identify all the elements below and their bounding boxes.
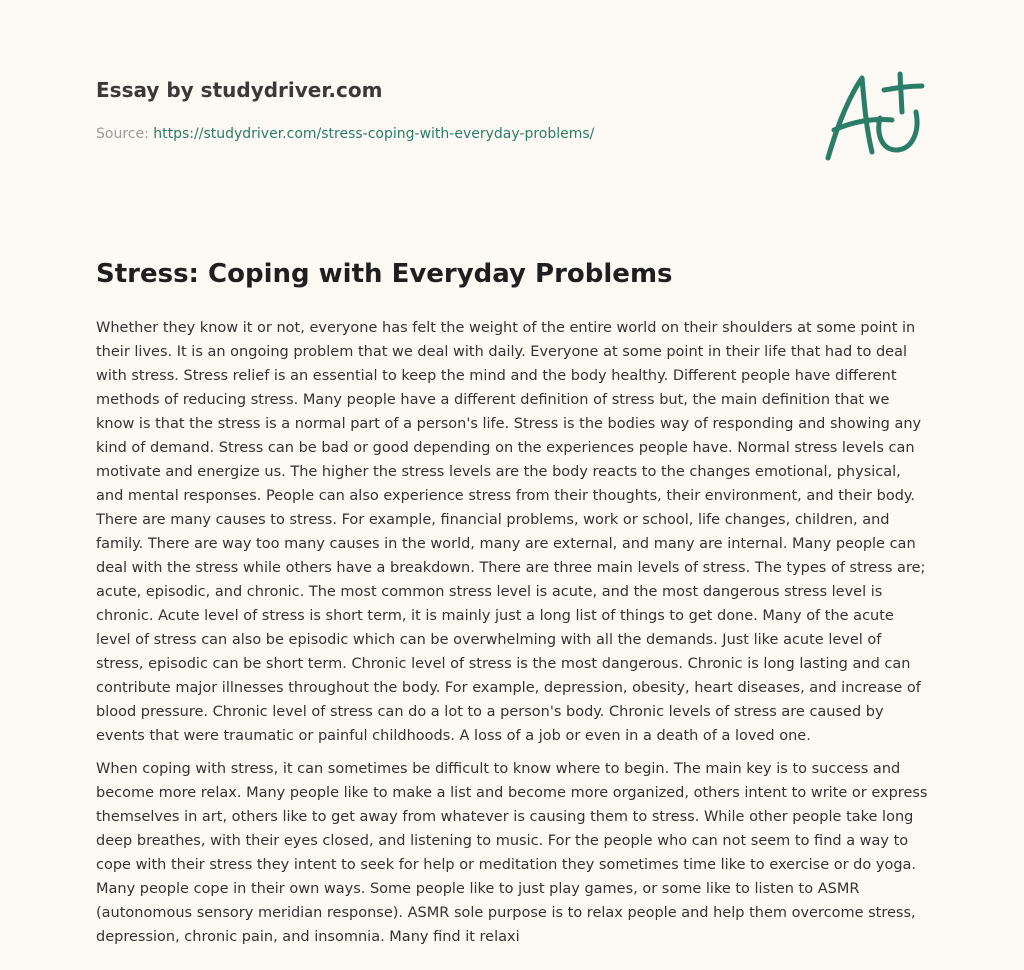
essay-paragraph: Whether they know it or not, everyone has felt the weight of the entire world on their shoulders at some point in their lives. It is an ongoing problem that we deal with daily. Everyone at some point in their life that had to deal with stress. Stress relief is an essential to keep the mind and the body healthy. Different people have different methods of reducing stress. Many people have a different definition of stress but, the main definition that we know is that the stress is a normal part of a person's life. Stress is the bodies way of responding and showing any kind of demand. Stress can be bad or good depending on the experiences people have. Normal stress levels can motivate and energize us. The higher the stress levels are the body reacts to the changes emotional, physical, and mental responses. People can also experience stress from their thoughts, their environment, and their body. There are many causes to stress. For example, financial problems, work or school, life changes, children, and family. There are way too many causes in the world, many are external, and many are internal. Many people can deal with the stress while others have a breakdown. There are three main levels of stress. The types of stress are; acute, episodic, and chronic. The most common stress level is acute, and the most dangerous stress level is chronic. Acute level of stress is short term, it is mainly just a long list of things to get done. Many of the acute level of stress can also be episodic which can be overwhelming with all the demands. Just like acute level of stress, episodic can be short term. Chronic level of stress is the most dangerous. Chronic is long lasting and can contribute major illnesses throughout the body. For example, depression, obesity, heart diseases, and increase of blood pressure. Chronic level of stress can do a lot to a person's body. Chronic levels of stress are caused by events that were traumatic or painful childhoods. A loss of a job or even in a death of a loved one. [96, 320, 926, 744]
source-link[interactable]: https://studydriver.com/stress-coping-with-everyday-problems/ [153, 126, 595, 142]
essay-header [96, 76, 796, 144]
source-line [96, 124, 796, 144]
essay-title: Stress: Coping with Everyday Problems [96, 259, 673, 289]
source-label: Source: [96, 126, 154, 142]
brand-title: Essay by studydriver.com [96, 78, 383, 102]
essay-body [96, 316, 928, 956]
a-plus-logo-icon [822, 68, 928, 164]
essay-paragraph: When coping with stress, it can sometimes be difficult to know where to begin. The main key is to success and become more relax. Many people like to make a list and become more organized, others intent to write or express themselves in art, others like to get away from whatever is causing them to stress. While other people take long deep breathes, with their eyes closed, and listening to music. For the people who can not seem to find a way to cope with their stress they intent to seek for help or meditation they sometimes time like to exercise or do yoga. Many people cope in their own ways. Some people like to just play games, or some like to listen to ASMR (autonomous sensory meridian response). ASMR sole purpose is to relax people and help them overcome stress, depression, chronic pain, and insomnia. Many find it relaxi [96, 761, 928, 945]
